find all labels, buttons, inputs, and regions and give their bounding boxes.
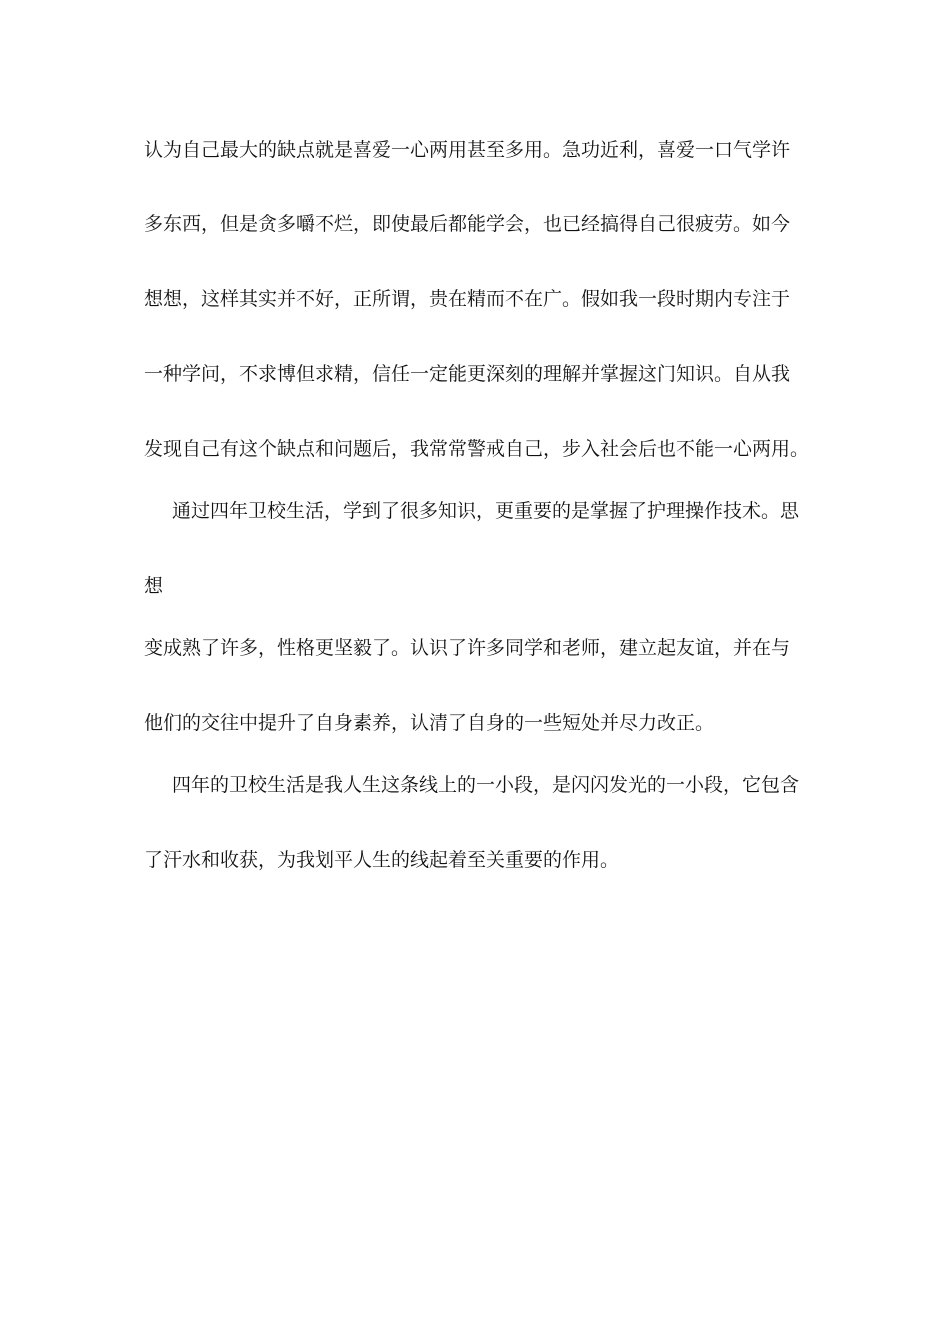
text-line-10: 四年的卫校生活是我人生这条线上的一小段，是闪闪发光的一小段，它包含 [172, 774, 800, 796]
text-line-4: 一种学问，不求博但求精，信任一定能更深刻的理解并掌握这门知识。自从我 [144, 363, 791, 385]
text-line-6: 通过四年卫校生活，学到了很多知识，更重要的是掌握了护理操作技术。思 [172, 500, 800, 522]
text-line-7: 想 [144, 575, 164, 597]
text-line-1: 认为自己最大的缺点就是喜爱一心两用甚至多用。急功近利，喜爱一口气学许 [144, 139, 791, 161]
text-line-2: 多东西，但是贪多嚼不烂，即使最后都能学会，也已经搞得自己很疲劳。如今 [144, 213, 791, 235]
text-line-5: 发现自己有这个缺点和问题后，我常常警戒自己，步入社会后也不能一心两用。 [144, 438, 810, 460]
text-line-11: 了汗水和收获，为我划平人生的线起着至关重要的作用。 [144, 849, 620, 871]
text-line-8: 变成熟了许多，性格更坚毅了。认识了许多同学和老师，建立起友谊，并在与 [144, 637, 791, 659]
text-line-9: 他们的交往中提升了自身素养，认清了自身的一些短处并尽力改正。 [144, 712, 715, 734]
text-line-3: 想想，这样其实并不好，正所谓，贵在精而不在广。假如我一段时期内专注于 [144, 288, 791, 310]
